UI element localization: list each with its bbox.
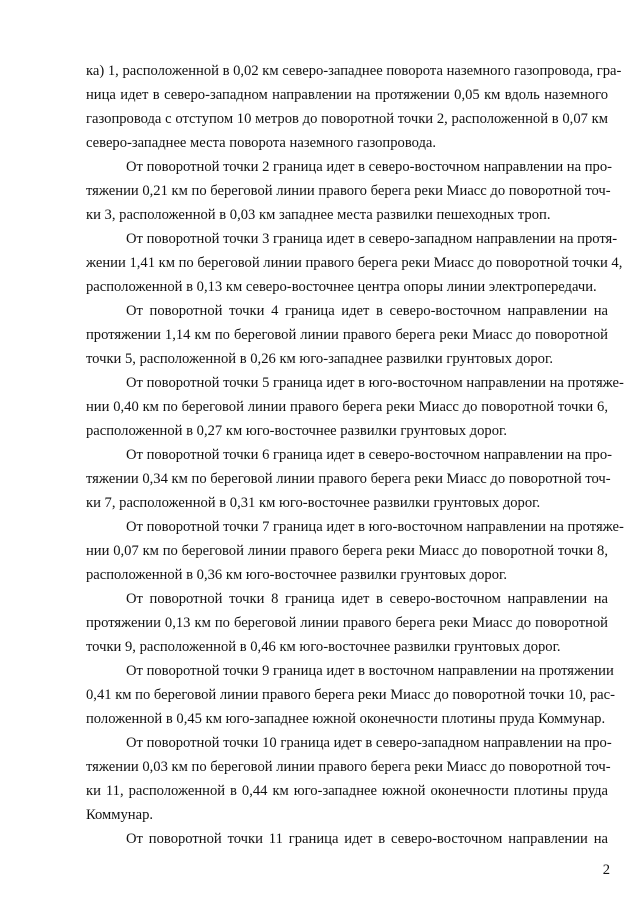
text-line: От поворотной точки 5 граница идет в юго-восточном направлении на протяже- [126, 375, 624, 391]
text-line: расположенной в 0,36 км юго-восточнее развилки грунтовых дорог. [86, 567, 507, 583]
text-line: жении 1,41 км по береговой линии правого берега реки Миасс до поворотной точки 4, [86, 255, 623, 271]
text-line: точки 5, расположенной в 0,26 км юго-западнее развилки грунтовых дорог. [86, 351, 553, 367]
document-page [86, 59, 624, 851]
text-line: тяжении 0,21 км по береговой линии правого берега реки Миасс до поворотной точ- [86, 183, 611, 199]
text-line: От поворотной точки 8 граница идет в северо-восточном направлении на [126, 591, 608, 607]
paragraph-point-10 [86, 731, 612, 827]
text-line: тяжении 0,03 км по береговой линии правого берега реки Миасс до поворотной точ- [86, 759, 611, 775]
text-line: От поворотной точки 7 граница идет в юго-восточном направлении на протяже- [126, 519, 624, 535]
text-line: От поворотной точки 9 граница идет в восточном направлении на протяжении [126, 663, 614, 679]
text-line: ница идет в северо-западном направлении на протяжении 0,05 км вдоль наземного [86, 87, 608, 103]
paragraph-point-7 [86, 515, 624, 587]
text-line: нии 0,40 км по береговой линии правого берега реки Миасс до поворотной точки 6, [86, 399, 608, 415]
paragraph-point-9 [86, 659, 615, 731]
text-line: ки 11, расположенной в 0,44 км юго-западнее южной оконечности плотины пруда [86, 783, 608, 799]
text-line: северо-западнее места поворота наземного газопровода. [86, 135, 437, 151]
paragraph-point-4 [86, 299, 608, 371]
paragraph-point-8 [86, 587, 608, 659]
text-line: ки 7, расположенной в 0,31 км юго-восточнее развилки грунтовых дорог. [86, 495, 541, 511]
page-number: 2 [602, 862, 610, 878]
text-line: газопровода с отступом 10 метров до поворотной точки 2, расположенной в 0,07 км [86, 111, 608, 127]
text-line: протяжении 1,14 км по береговой линии правого берега реки Миасс до поворотной [86, 327, 608, 343]
text-line: От поворотной точки 11 граница идет в северо-восточном направлении на [126, 831, 608, 847]
text-line: расположенной в 0,27 км юго-восточнее развилки грунтовых дорог. [86, 423, 507, 439]
text-line: точки 9, расположенной в 0,46 км юго-восточнее развилки грунтовых дорог. [86, 639, 561, 655]
text-line: протяжении 0,13 км по береговой линии правого берега реки Миасс до поворотной [86, 615, 608, 631]
text-line: От поворотной точки 6 граница идет в северо-восточном направлении на про- [126, 447, 613, 463]
text-line: ки 3, расположенной в 0,03 км западнее места развилки пешеходных троп. [86, 207, 551, 223]
text-line: От поворотной точки 3 граница идет в северо-западном направлении на протя- [126, 231, 618, 247]
paragraph-point-6 [86, 443, 613, 515]
text-line: расположенной в 0,13 км северо-восточнее центра опоры линии электропередачи. [86, 279, 597, 295]
paragraph-point-2 [86, 155, 613, 227]
text-line: ка) 1, расположенной в 0,02 км северо-западнее поворота наземного газопровода, гра- [86, 63, 622, 79]
text-line: От поворотной точки 4 граница идет в северо-восточном направлении на [126, 303, 608, 319]
paragraph-point-3 [86, 227, 623, 299]
text-line: тяжении 0,34 км по береговой линии правого берега реки Миасс до поворотной точ- [86, 471, 611, 487]
paragraph-point-5 [86, 371, 624, 443]
text-line: нии 0,07 км по береговой линии правого берега реки Миасс до поворотной точки 8, [86, 543, 608, 559]
text-line: От поворотной точки 2 граница идет в северо-восточном направлении на про- [126, 159, 613, 175]
text-line: 0,41 км по береговой линии правого берега реки Миасс до поворотной точки 10, рас- [86, 687, 615, 703]
text-line: положенной в 0,45 км юго-западнее южной оконечности плотины пруда Коммунар. [86, 711, 606, 727]
paragraph-point-11 [86, 827, 608, 851]
paragraph-continuation [86, 59, 622, 155]
text-line: Коммунар. [86, 807, 154, 823]
text-line: От поворотной точки 10 граница идет в северо-западном направлении на про- [126, 735, 612, 751]
